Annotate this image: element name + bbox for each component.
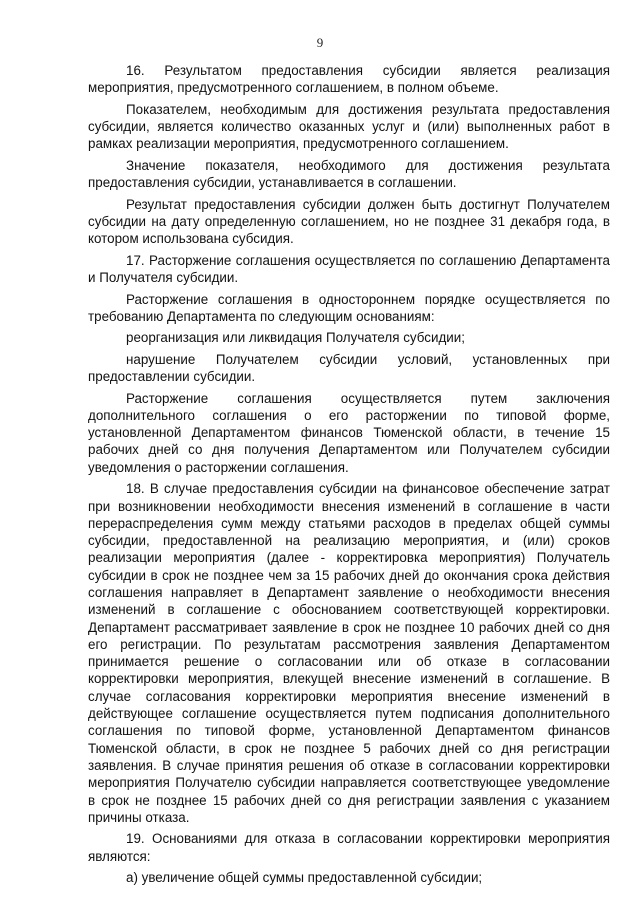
paragraph-termination-procedure: Расторжение соглашения осуществляется путем заключения дополнительного соглашения о его расторжении по типовой форме, установленной Департаментом финансов Тюменской области, в течение 15 рабочих дней со дня получения Департаментом или Получателем субсидии уведомления о расторжении соглашения. — [88, 390, 610, 475]
paragraph-19-refusal-grounds: 19. Основаниями для отказа в согласовании корректировки мероприятия являются: — [88, 831, 610, 864]
paragraph-result-deadline: Результат предоставления субсидии должен быть достигнут Получателем субсидии на дату определенную соглашением, но не позднее 31 декабря года, в котором использована субсидия. — [88, 196, 610, 247]
paragraph-violation: нарушение Получателем субсидии условий, установленных при предоставлении субсидии. — [88, 351, 610, 385]
paragraph-unilateral-termination: Расторжение соглашения в одностороннем порядке осуществляется по требованию Департамента по следующим основаниям: — [88, 291, 610, 324]
page-number: 9 — [316, 35, 324, 50]
document-body — [88, 62, 610, 891]
paragraph-indicator-value: Значение показателя, необходимого для достижения результата предоставления субсидии, устанавливается в соглашении. — [88, 157, 610, 191]
paragraph-17-termination: 17. Расторжение соглашения осуществляется по соглашению Департамента и Получателя субсидии. — [88, 252, 610, 286]
paragraph-reorganization: реорганизация или ликвидация Получателя субсидии; — [126, 330, 465, 346]
paragraph-16-result: 16. Результатом предоставления субсидии является реализация мероприятия, предусмотренного соглашением, в полном объеме. — [88, 63, 610, 96]
paragraph-indicator: Показателем, необходимым для достижения результата предоставления субсидии, является количество оказанных услуг и (или) выполненных работ в рамках реализации мероприятия, предусмотренного соглашением. — [88, 101, 610, 152]
paragraph-item-a: а) увеличение общей суммы предоставленной субсидии; — [126, 870, 483, 886]
paragraph-18-adjustment: 18. В случае предоставления субсидии на финансовое обеспечение затрат при возникновении необходимости внесения изменений в соглашение в части перераспределения сумм между статьями расходов в пределах общей суммы субсидии, предоставленной на реализацию мероприятия, и (или) сроков реализации мероприятия (далее - корректировка мероприятия) Получатель субсидии в срок не позднее чем за 15 рабочих дней до окончания срока действия соглашения направляет в Департамент заявление о необходимости внесения изменений в соглашение с обоснованием соответствующей корректировки. Департамент рассматривает заявление в срок не позднее 10 рабочих дней со дня его регистрации. По результатам рассмотрения заявления Департаментом принимается решение о согласовании или об отказе в согласовании корректировки мероприятия, влекущей внесение изменений в соглашение. В случае согласования корректировки мероприятия внесение изменений в действующее соглашение осуществляется путем подписания дополнительного соглашения по типовой форме, установленной Департаментом финансов Тюменской области, в срок не позднее 5 рабочих дней со дня регистрации заявления. В случае принятия решения об отказе в согласовании корректировки мероприятия Получателю субсидии направляется соответствующее уведомление в срок не позднее 15 рабочих дней со дня регистрации заявления с указанием причины отказа. — [88, 481, 610, 825]
